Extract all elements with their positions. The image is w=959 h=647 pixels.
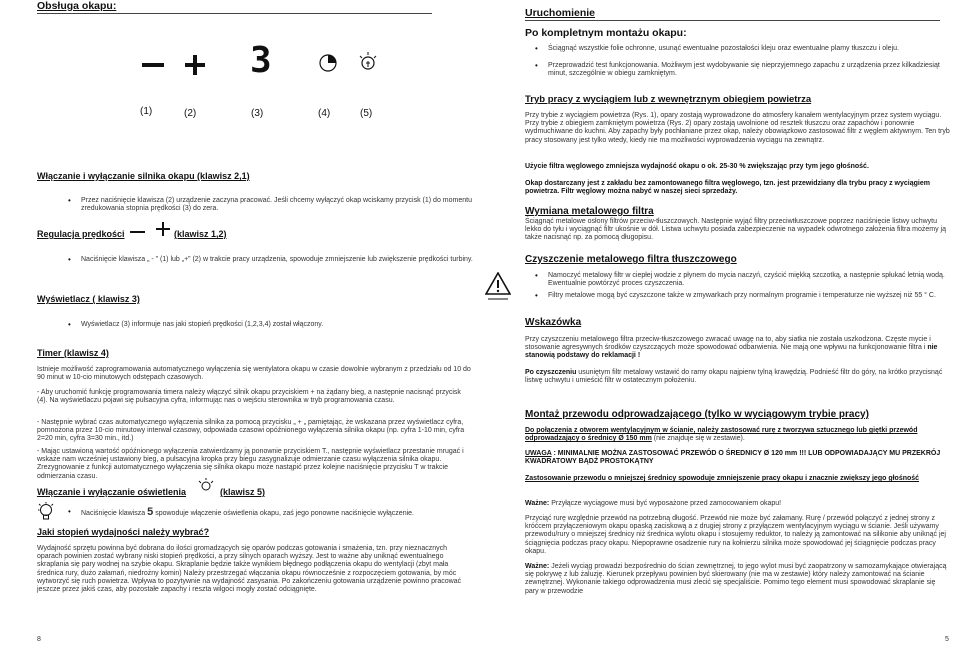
duct-p6-a: Ważne: xyxy=(525,563,550,570)
tip-text-2b: usuniętym filtr metalowy wstawić do ramy okapu najpierw tylną krawędzią. Podnieść filtr do góry, na krótko przycisnąć listwę uchwytu i umieścić filtr w ostatecznym położeniu. xyxy=(525,369,943,385)
text-light-a: Naciśnięcie klawisza xyxy=(81,510,148,517)
section-title-timer-a: Timer xyxy=(37,348,64,358)
duct-title: Montaż przewodu odprowadzającego (tylko w wyciągowym trybie pracy) xyxy=(525,409,869,420)
label-button-4: (4) xyxy=(318,108,331,119)
section-title-motor: Włączanie i wyłączanie silnika okapu (klawisz 2,1) xyxy=(37,171,250,181)
duct-p6-b: Jeżeli wyciąg prowadzi bezpośrednio do ścian zewnętrznej, to jego wylot musi być zaopatrzony w samozamykające otwierającą się pokrywę z lub żaluzję. Kierunek przepływu powinien być skierowany (nie ma w zestawie) który należy zamontować na ścianie zewnętrznej. Wykonanie takiego odprowadzenia musi zlecić się specjaliście. Pomimo tego element musi spowodować skraplanie się pary w przewodzie xyxy=(525,563,947,595)
light-icon xyxy=(358,51,378,78)
duct-p1-tail: (nie znajduje się w zestawie). xyxy=(651,435,745,443)
light-icon-inline xyxy=(198,478,214,497)
text-motor: • Przez naciśnięcie klawisza (2) urządzenie zaczyna pracować. Jeśli chcemy wyłączyć okap wciskamy przycisk (1) do momentu zredukowania stopnia prędkości (3) do zera. xyxy=(81,197,476,213)
duct-p2 xyxy=(525,450,950,466)
duct-p2-a: UWAGA xyxy=(525,450,552,457)
tip-title: Wskazówka xyxy=(525,317,582,328)
text-power: Wydajność sprzętu powinna być dobrana do ilości gromadzących się oparów podczas gotowania i smażenia, tzn. przy nieznacznych oparach powinien zostać wybrany niski stopień prędkości, a przy silnych oparach wyższy. Jest to ważne aby uniknąć ewentualnego skraplania się pary wodnej na szybie okapu. Skraplanie będzie także wynikiem błędnego podłączenia okapu do wentylacji (zbyt mała średnica rury, dużo załamań, niedrożny komin) Należy przestrzegać włączania okapu równocześnie z rozpoczęciem gotowania, by móc wytworzyć się ruch powietrza. Wpływa to pozytywnie na wydajność zasysania. Po zakończeniu gotowania urządzenie powinno pracować jeszcze przez jakiś czas, aby pozostałe zapachy i reszta wilgoci mogły zostać odciągnięte. xyxy=(37,545,462,594)
replace-filter-title: Wymiana metalowego filtra xyxy=(525,206,654,217)
section-title-speed-keys: (klawisz 1,2) xyxy=(174,229,227,239)
duct-p1 xyxy=(525,427,950,443)
replace-filter-text: Ściągnąć metalowe osłony filtrów przeciw-tłuszczowych. Następnie wyjąć filtry przeciwtłuszczowe poprzez naciśnięcie listwy uchwytu lekko do tyłu i wyciągnąć filtr ukośnie w dół. Listwa uchwytu posiada zabezpieczenie na wypadek odwrotnego założenia filtra możemy ją także nacisnąć np. za pomocą długopisu. xyxy=(525,218,946,242)
clean-filter-title: Czyszczenie metalowego filtra tłuszczowego xyxy=(525,254,737,265)
tip-text-2 xyxy=(525,369,950,385)
text-speed: • Naciśnięcie klawisza „ - ” (1) lub „+” (2) w trakcie pracy urządzenia, spowoduje zmniejszenie lub zwiększenie prędkości turbiny. xyxy=(81,256,476,264)
tip-text xyxy=(525,336,950,361)
text-light-b: spowoduje włączenie oświetlenia okapu, zaś jego ponowne naciśnięcie wyłączenie. xyxy=(153,510,414,517)
section-title-speed-text: Regulacja prędkości xyxy=(37,229,125,239)
timer-p1: Istnieje możliwość zaprogramowania automatycznego wyłączenia się wentylatora okapu w czasie dowolnie wybranym z przedziału od 10 do 90 minut w 10-cio minutowych odstępach czasowych. xyxy=(37,366,471,382)
section-title-light-a: Włączanie i wyłączanie oświetlenia xyxy=(37,487,187,497)
warning-icon xyxy=(485,272,511,307)
label-button-3: (3) xyxy=(251,108,264,119)
label-button-1: (1) xyxy=(140,106,153,117)
minus-icon xyxy=(142,63,164,67)
text-light xyxy=(81,508,476,518)
left-page-title: Obsługa okapu: xyxy=(37,0,117,12)
carbon-filter-delivery: Okap dostarczany jest z zakładu bez zamontowanego filtra węglowego, tzn. jest przewidziany dla trybu pracy z wyciągiem powietrza. Filtr węglowy można nabyć w naszej sieci sprzedaży. xyxy=(525,180,930,196)
label-button-5: (5) xyxy=(360,108,373,119)
duct-p4-b: Przyłącze wyciągowe musi być wyposażone przed zamocowaniem okapu! xyxy=(549,500,782,507)
section-title-timer xyxy=(37,348,109,358)
section-title-timer-b: (klawisz 4) xyxy=(63,348,109,358)
label-button-2: (2) xyxy=(184,108,197,119)
duct-p3: Zastosowanie przewodu o mniejszej średnicy spowoduje zmniejszenie pracy okapu i znacznie zwiększy jego głośność xyxy=(525,475,920,482)
timer-p3: - Następnie wybrać czas automatycznego wyłączenia silnika za pomocą przycisku „ + „ pamiętając, że wskazana przez wyświetlacz cyfra, pomnożona przez 10-cio minutowy interwał czasowy, odpowiada czasowi opóźnionego wyłączenia silnika okapu (np. cyfra 1-10 min, cyfra 2=20 min, cyfra 3=30 min., itd.) xyxy=(37,419,465,443)
start-bullet-2: • Przeprowadzić test funkcjonowania. Możliwym jest wydobywanie się nieprzyjemnego zapachu z urządzenia przez kilkadziesiąt minut, szczególnie w obiegu zamkniętym. xyxy=(548,62,953,78)
start-bullet-1: • Ściągnąć wszystkie folie ochronne, usunąć ewentualne pozostałości kleju oraz ewentualne plamy tłuszczu i oleju. xyxy=(548,45,953,53)
section-title-light-keys: (klawisz 5) xyxy=(220,487,266,497)
mode-title: Tryb pracy z wyciągiem lub z wewnętrznym obiegiem powietrza xyxy=(525,94,812,105)
tip-text-a: Przy czyszczeniu metalowego filtra przeciw-tłuszczowego zwracać uwagę na to, aby siatka nie została uszkodzona. Częste mycie i stosowanie agresywnych środków czyszczących może spowodować odbarwienia. Nie mają one wpływu na funkcjonowanie filtra i xyxy=(525,336,931,352)
timer-p2: - Aby uruchomić funkcję programowania timera należy włączyć silnik okapu przyciskiem + na żądany bieg, a następnie nacisnąć przycisk (4). Na wyświetlaczu pojawi się pulsacyjna cyfra, informując nas o wejściu sterownika w tryb programowania czasu. xyxy=(37,389,461,405)
plus-icon-inline xyxy=(156,222,170,236)
clean-bullet-1: • Namoczyć metalowy filtr w ciepłej wodzie z płynem do mycia naczyń, czyścić miękką szczotką, a następnie spłukać letnią wodą. Ewentualnie powtórzyć proces czyszczenia. xyxy=(548,272,948,288)
right-subtitle: Po kompletnym montażu okapu: xyxy=(525,27,687,39)
plus-icon xyxy=(185,55,205,75)
right-title-underline xyxy=(525,20,940,21)
timer-p4: - Mając ustawioną wartość opóźnionego wyłączenia zatwierdzamy ją ponownie przyciskiem T., następnie wyświetlacz przestanie mrugać i wskaże nam wcześniej ustawiony bieg, a pulsacyjna kropka przy biegu zasygnalizuje odmierzanie czasu wyłączenia silnika okapu. Zrezygnowanie z funkcji automatycznego wyłączenia się silnika okapu może nastąpić przez kolejne naciśnięcie przycisku T w trakcie odmierzania czasu. xyxy=(37,448,464,480)
text-light-num: 5 xyxy=(147,506,154,518)
duct-p6 xyxy=(525,563,950,596)
title-underline xyxy=(37,13,432,14)
right-page-title: Uruchomienie xyxy=(525,7,596,19)
carbon-filter-note: Użycie filtra węglowego zmniejsza wydajność okapu o ok. 25-30 % zwiększając przy tym jego głośność. xyxy=(525,163,869,170)
tip-text-b: nie stanowią podstawy do reklamacji ! xyxy=(525,344,938,360)
section-title-power: Jaki stopień wydajności należy wybrać? xyxy=(37,527,210,537)
duct-p2-b: : MINIMALNIE MOŻNA ZASTOSOWAĆ PRZEWÓD O ŚREDNICY Ø 120 mm !!! LUB ODPOWIADAJĄCY MU PRZEKRÓJ KWADRATOWY BĄDŹ PROSTOKĄTNY xyxy=(525,450,941,466)
clean-bullet-2: • Filtry metalowe mogą być czyszczone także w zmywarkach przy normalnym programie i temperaturze nie wyższej niż 55 ° C. xyxy=(548,292,948,300)
bulb-icon xyxy=(38,502,54,527)
page-number-right: 5 xyxy=(945,636,949,643)
minus-icon-inline xyxy=(130,231,145,233)
text-display: • Wyświetlacz (3) informuje nas jaki stopień prędkości (1,2,3,4) został włączony. xyxy=(81,321,476,329)
timer-icon xyxy=(318,53,338,78)
duct-p4-a: Ważne: xyxy=(525,500,550,507)
section-title-light xyxy=(37,487,186,497)
section-title-display: Wyświetlacz ( klawisz 3) xyxy=(37,294,140,304)
speed-display: 3 xyxy=(250,40,272,81)
section-title-speed xyxy=(37,229,125,239)
mode-text: Przy trybie z wyciągiem powietrza (Rys. 1), opary zostają wyprowadzone do atmosfery kanałem wentylacyjnym przez system wyciągu. Przy trybie z obiegiem zamkniętym powietrza (Rys. 2) opary zostają uwolnione od resztek tłuszczu oraz zapachów i ponownie wydmuchiwane do kuchni. Aby zapachy były pochłaniane przez okap, należy obowiązkowo zastosować filtr z węglem aktywnym. Ten tryb pracy stosowany jest tylko wtedy, kiedy nie ma możliwości wyprowadzenia wyciągu na zewnątrz. xyxy=(525,112,950,144)
tip-text-2a: Po czyszczeniu xyxy=(525,369,577,376)
duct-p5: Przyciąć rurę względnie przewód na potrzebną długość. Przewód nie może być załamany. Rurę / przewód połączyć z jednej strony z króćcem przyłączeniowym okapu opaską zaciskową a z drugiej strony z przyłączem wentylacyjnym wyciągu w ścianie. Jeśli używamy przewodu/rury o mniejszej średnicy niż średnica wylotu okapu i stosujemy reduktor, to należy ją zamontować na silikonie aby uniknąć jej ściągnięcia podczas pracy okapu. Niepoprawne osadzenie rury na kołnierzu silnika może spowodować jej ściągnięcie podczas pracy okapu. xyxy=(525,515,946,555)
duct-p1-bold: Do połączenia z otworem wentylacyjnym w ścianie, należy zastosować rurę z tworzywa sztucznego lub giętki przewód odprowadzający o średnicy Ø 150 mm xyxy=(525,427,918,443)
duct-p4 xyxy=(525,500,950,508)
page-number-left: 8 xyxy=(37,636,41,643)
